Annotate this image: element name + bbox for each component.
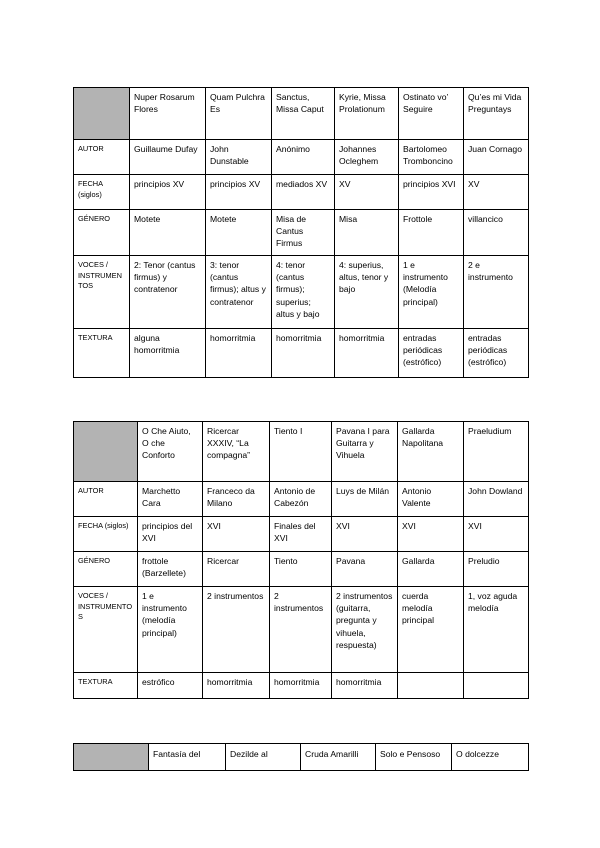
table-row (74, 552, 529, 587)
row-label: VOCES / INSTRUMENTOS (74, 256, 130, 329)
table-cell: Luys de Milán (332, 482, 398, 517)
table-cell: Guillaume Dufay (130, 140, 206, 175)
table-cell: mediados XV (272, 175, 335, 210)
table-cell: 2: Tenor (cantus firmus) y contratenor (130, 256, 206, 329)
header-cell: Fantasía del (149, 744, 226, 771)
table-cell: entradas periódicas (estrófico) (464, 329, 529, 378)
row-label: FECHA (siglos) (74, 517, 138, 552)
row-label: TEXTURA (74, 329, 130, 378)
table-cell: Tiento (270, 552, 332, 587)
table-cell: XVI (332, 517, 398, 552)
header-cell: O dolcezze (452, 744, 529, 771)
composition-table-3 (73, 743, 529, 771)
table-row (74, 482, 529, 517)
table-cell: Johannes Ocleghem (335, 140, 399, 175)
header-cell: Gallarda Napolitana (398, 422, 464, 482)
header-cell: Dezilde al (226, 744, 301, 771)
table-row (74, 517, 529, 552)
table-header-row (74, 88, 529, 140)
header-corner-cell (74, 422, 138, 482)
table-cell: Bartolomeo Tromboncino (399, 140, 464, 175)
table-cell: Misa (335, 210, 399, 256)
table-row (74, 329, 529, 378)
table-cell: homorritmia (203, 673, 270, 699)
table-cell: Finales del XVI (270, 517, 332, 552)
table-row (74, 210, 529, 256)
row-label: AUTOR (74, 140, 130, 175)
table-cell: Marchetto Cara (138, 482, 203, 517)
table-row (74, 140, 529, 175)
table-cell: XV (335, 175, 399, 210)
table-cell: 4: superius, altus, tenor y bajo (335, 256, 399, 329)
table-cell (464, 673, 529, 699)
table-cell: principios XV (206, 175, 272, 210)
table-cell: Anónimo (272, 140, 335, 175)
table-cell: Pavana (332, 552, 398, 587)
table-cell: Antonio de Cabezón (270, 482, 332, 517)
table-cell: Frottole (399, 210, 464, 256)
row-label: GÉNERO (74, 210, 130, 256)
table-cell: Franceco da Milano (203, 482, 270, 517)
table-cell: 2 e instrumento (464, 256, 529, 329)
header-cell: Ostinato vo’ Seguire (399, 88, 464, 140)
table-cell: homorritmia (335, 329, 399, 378)
table-cell: 2 instrumentos (guitarra, pregunta y vihuela, respuesta) (332, 587, 398, 673)
header-cell: Qu’es mi Vida Preguntays (464, 88, 529, 140)
row-label: TEXTURA (74, 673, 138, 699)
table-cell: XVI (203, 517, 270, 552)
header-cell: Tiento I (270, 422, 332, 482)
table-cell: cuerda melodía principal (398, 587, 464, 673)
table-cell: principios XV (130, 175, 206, 210)
row-label: FECHA (siglos) (74, 175, 130, 210)
composition-table-1 (73, 87, 529, 378)
table-cell: homorritmia (270, 673, 332, 699)
table-cell: frottole (Barzellete) (138, 552, 203, 587)
table-cell: homorritmia (272, 329, 335, 378)
table-cell: 2 instrumentos (270, 587, 332, 673)
table-row (74, 587, 529, 673)
table-cell: Juan Cornago (464, 140, 529, 175)
header-cell: Ricercar XXXIV, “La compagna” (203, 422, 270, 482)
table-cell: entradas periódicas (estrófico) (399, 329, 464, 378)
table-cell: principios XVI (399, 175, 464, 210)
table-cell: Gallarda (398, 552, 464, 587)
table-cell: XVI (398, 517, 464, 552)
table-cell (398, 673, 464, 699)
table-header-row (74, 744, 529, 771)
table-cell: 4: tenor (cantus firmus); superius; altus y bajo (272, 256, 335, 329)
table-row (74, 673, 529, 699)
table-cell: Preludio (464, 552, 529, 587)
row-label: AUTOR (74, 482, 138, 517)
table-cell: John Dunstable (206, 140, 272, 175)
header-cell: Cruda Amarilli (301, 744, 376, 771)
table-cell: estrófico (138, 673, 203, 699)
header-cell: Nuper Rosarum Flores (130, 88, 206, 140)
composition-table-2 (73, 421, 529, 699)
header-cell: Solo e Pensoso (376, 744, 452, 771)
table-cell: 3: tenor (cantus firmus); altus y contratenor (206, 256, 272, 329)
row-label: VOCES / INSTRUMENTOS (74, 587, 138, 673)
header-cell: Sanctus, Missa Caput (272, 88, 335, 140)
header-cell: O Che Aiuto, O che Conforto (138, 422, 203, 482)
table-cell: XV (464, 175, 529, 210)
table-row (74, 256, 529, 329)
table-cell: homorritmia (332, 673, 398, 699)
table-cell: 2 instrumentos (203, 587, 270, 673)
table-cell: villancico (464, 210, 529, 256)
table-header-row (74, 422, 529, 482)
header-cell: Praeludium (464, 422, 529, 482)
table-cell: principios del XVI (138, 517, 203, 552)
header-cell: Kyrie, Missa Prolationum (335, 88, 399, 140)
header-cell: Quam Pulchra Es (206, 88, 272, 140)
table-cell: 1 e instrumento (melodía principal) (138, 587, 203, 673)
table-cell: Ricercar (203, 552, 270, 587)
table-cell: Antonio Valente (398, 482, 464, 517)
table-cell: Motete (130, 210, 206, 256)
table-cell: Misa de Cantus Firmus (272, 210, 335, 256)
table-cell: Motete (206, 210, 272, 256)
header-corner-cell (74, 88, 130, 140)
table-cell: 1 e instrumento (Melodía principal) (399, 256, 464, 329)
table-cell: alguna homorritmia (130, 329, 206, 378)
table-row (74, 175, 529, 210)
table-cell: XVI (464, 517, 529, 552)
table-cell: John Dowland (464, 482, 529, 517)
table-cell: homorritmia (206, 329, 272, 378)
table-cell: 1, voz aguda melodía (464, 587, 529, 673)
header-corner-cell (74, 744, 149, 771)
header-cell: Pavana I para Guitarra y Vihuela (332, 422, 398, 482)
row-label: GÉNERO (74, 552, 138, 587)
